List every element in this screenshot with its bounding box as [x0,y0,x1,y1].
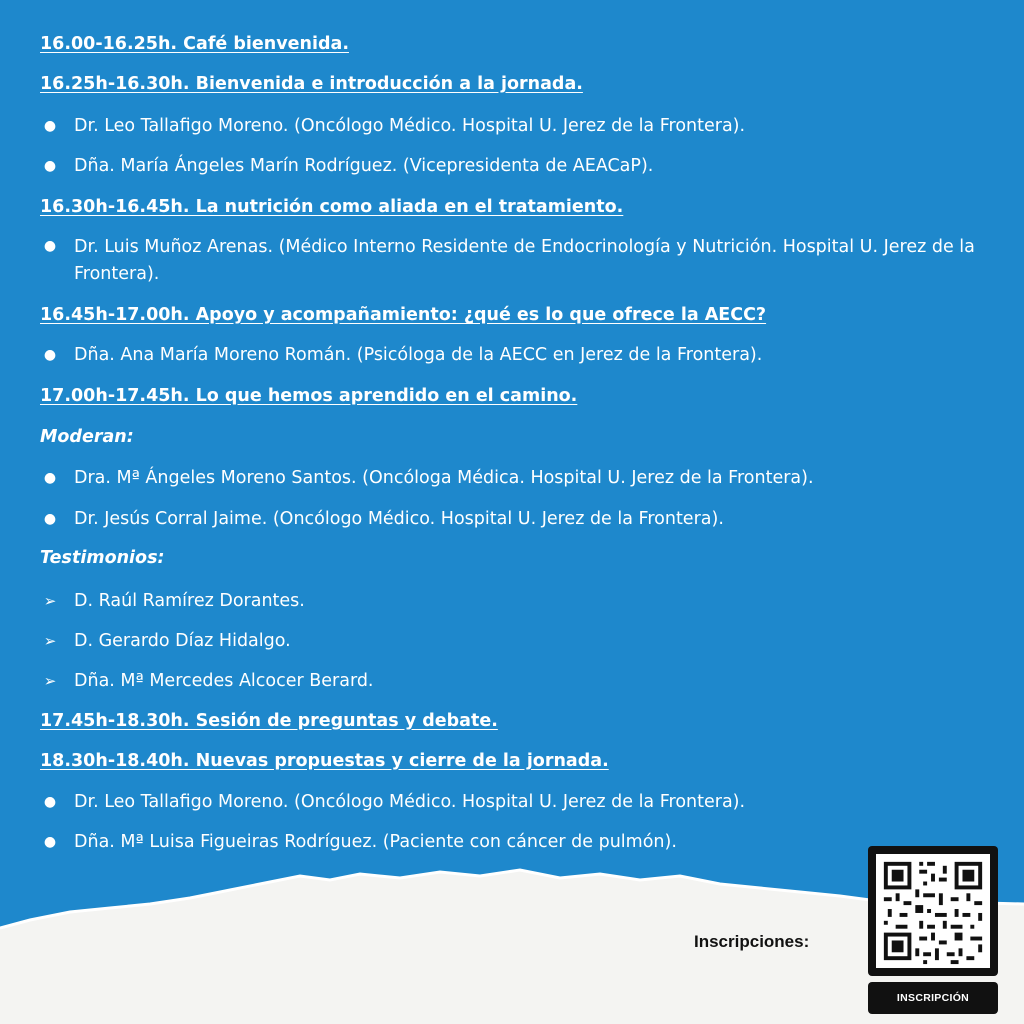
bullet-icon: ● [43,834,57,850]
session-heading-camino: 17.00h-17.45h. Lo que hemos aprendido en el camino. [40,386,578,406]
bullet-icon: ● [43,794,57,810]
session-heading-debate: 17.45h-18.30h. Sesión de preguntas y debate. [40,711,498,731]
qr-code[interactable] [868,846,998,976]
session-heading-nutricion: 16.30h-16.45h. La nutrición como aliada en el tratamiento. [40,197,624,217]
testimonio-text: D. Gerardo Díaz Hidalgo. [74,631,291,651]
speaker-text: Dña. María Ángeles Marín Rodríguez. (Vicepresidenta de AEACaP). [74,156,654,176]
speaker-text: Dr. Jesús Corral Jaime. (Oncólogo Médico. Hospital U. Jerez de la Frontera). [74,509,724,529]
speaker-text: Dña. Ana María Moreno Román. (Psicóloga de la AECC en Jerez de la Frontera). [74,345,763,365]
speaker-text: Dr. Luis Muñoz Arenas. (Médico Interno Residente de Endocrinología y Nutrición. Hospital U. Jerez de la Frontera). [74,237,975,284]
bullet-icon: ● [43,347,57,363]
session-heading-bienvenida: 16.25h-16.30h. Bienvenida e introducción a la jornada. [40,74,583,94]
speaker-text: Dr. Leo Tallafigo Moreno. (Oncólogo Médico. Hospital U. Jerez de la Frontera). [74,116,746,136]
session-heading-cafe: 16.00-16.25h. Café bienvenida. [40,34,349,54]
session-heading-cierre: 18.30h-18.40h. Nuevas propuestas y cierre de la jornada. [40,751,609,771]
qr-code-icon [876,854,990,968]
testimonio-text: Dña. Mª Mercedes Alcocer Berard. [74,671,374,691]
testimonio-text: D. Raúl Ramírez Dorantes. [74,591,305,611]
speaker-text: Dña. Mª Luisa Figueiras Rodríguez. (Paciente con cáncer de pulmón). [74,832,677,852]
bullet-icon: ● [43,238,57,254]
arrow-right-icon: ➢ [43,592,57,610]
inscripcion-button[interactable]: INSCRIPCIÓN [868,982,998,1014]
bullet-icon: ● [43,158,57,174]
moderan-label: Moderan: [40,427,134,447]
arrow-right-icon: ➢ [43,632,57,650]
speaker-text: Dr. Leo Tallafigo Moreno. (Oncólogo Médico. Hospital U. Jerez de la Frontera). [74,792,746,812]
speaker-text: Dra. Mª Ángeles Moreno Santos. (Oncóloga Médica. Hospital U. Jerez de la Frontera). [74,468,814,488]
inscripciones-label: Inscripciones: [694,932,810,951]
testimonios-label: Testimonios: [40,548,165,568]
bullet-icon: ● [43,470,57,486]
arrow-right-icon: ➢ [43,672,57,690]
bullet-icon: ● [43,511,57,527]
bullet-icon: ● [43,118,57,134]
session-heading-apoyo: 16.45h-17.00h. Apoyo y acompañamiento: ¿qué es lo que ofrece la AECC? [40,305,767,325]
